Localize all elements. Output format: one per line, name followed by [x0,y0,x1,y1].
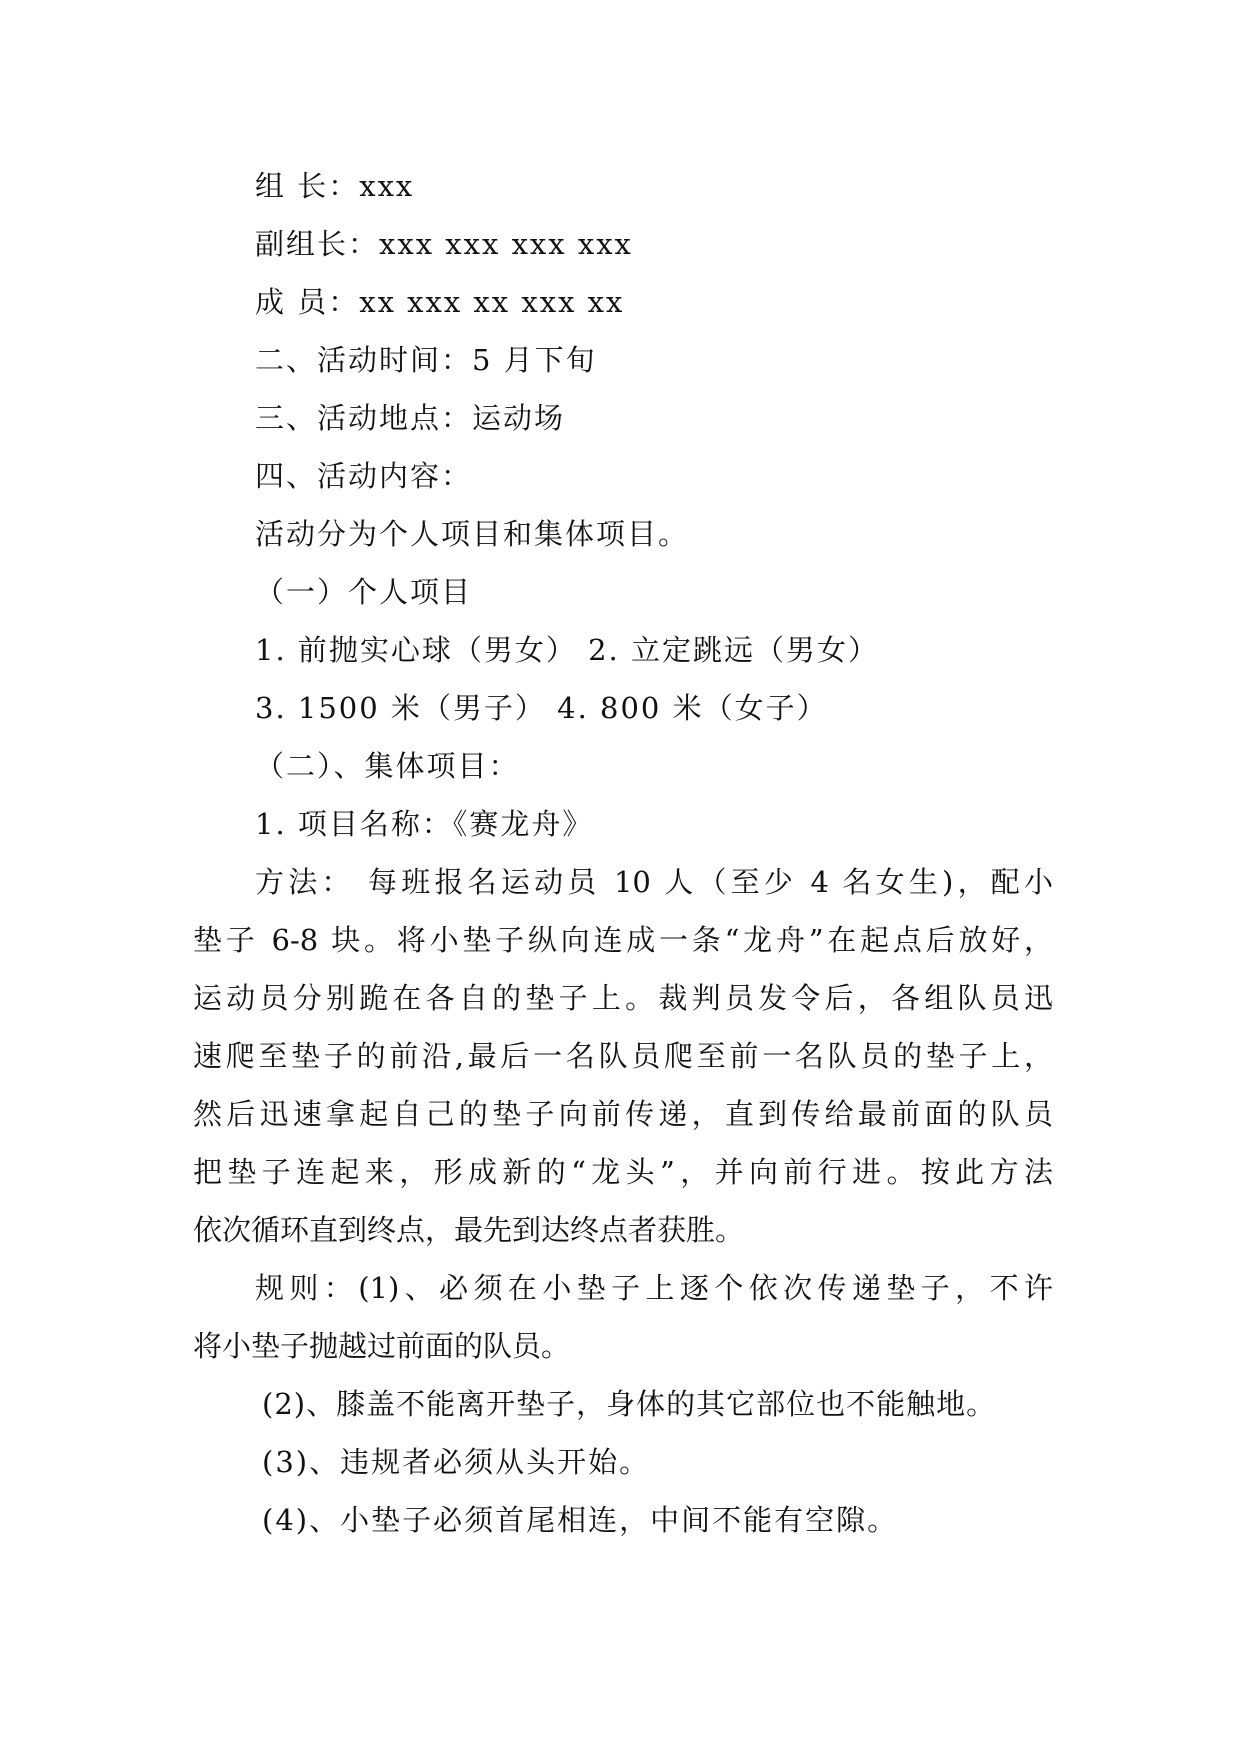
section-time: 二、活动时间：5 月下旬 [255,343,597,377]
committee-leader: 组 长：xxx [255,169,415,203]
method-line: 速爬至垫子的前沿,最后一名队员爬至前一名队员的垫子上， [193,1039,1053,1073]
committee-members: 成 员：xx xxx xx xxx xx [255,285,625,319]
content-intro: 活动分为个人项目和集体项目。 [255,517,690,551]
method-line: 把垫子连起来，形成新的“龙头”，并向前行进。按此方法 [193,1155,1053,1189]
method-line: 依次循环直到终点，最先到达终点者获胜。 [193,1213,745,1247]
group-item-title: 1. 项目名称：《赛龙舟》 [255,807,594,841]
group-heading: （二）、集体项目： [255,749,520,783]
rules-line: 将小垫子抛越过前面的队员。 [193,1329,571,1363]
individual-events-line-1: 1. 前抛实心球（男女） 2. 立定跳远（男女） [255,633,879,667]
method-line: 然后迅速拿起自己的垫子向前传递，直到传给最前面的队员 [193,1097,1053,1131]
method-line: 方法： 每班报名运动员 10 人（至少 4 名女生)，配小 [255,865,1053,899]
individual-heading: （一）个人项目 [255,575,473,609]
rule-4: (4)、小垫子必须首尾相连，中间不能有空隙。 [262,1503,899,1537]
rule-2: (2)、膝盖不能离开垫子，身体的其它部位也不能触地。 [262,1387,997,1421]
method-line: 垫子 6-8 块。将小垫子纵向连成一条“龙舟”在起点后放好， [193,923,1053,957]
individual-events-line-2: 3. 1500 米（男子） 4. 800 米（女子） [255,691,828,725]
section-content: 四、活动内容： [255,459,473,493]
method-line: 运动员分别跪在各自的垫子上。裁判员发令后，各组队员迅 [193,981,1053,1015]
rules-line: 规则：(1)、必须在小垫子上逐个依次传递垫子，不许 [255,1271,1053,1305]
committee-deputy-leaders: 副组长：xxx xxx xxx xxx [255,227,633,261]
rule-3: (3)、违规者必须从头开始。 [262,1445,651,1479]
section-place: 三、活动地点：运动场 [255,401,566,435]
